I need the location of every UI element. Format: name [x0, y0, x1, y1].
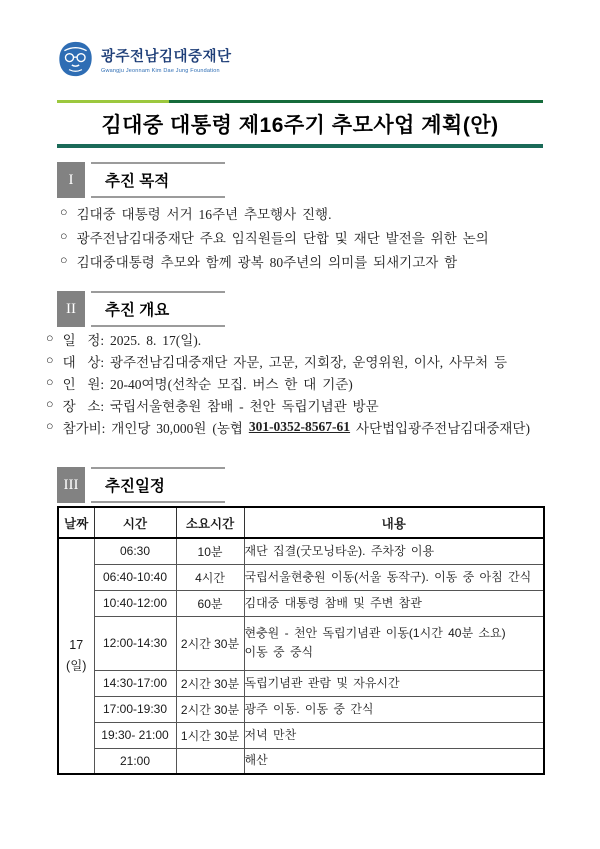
column-header-time: 시간 — [94, 507, 176, 538]
fee-text-prefix: 참가비: 개인당 30,000원 (농협 — [62, 421, 249, 436]
column-header-content: 내용 — [244, 507, 544, 538]
date-day: 17 — [69, 637, 84, 652]
title-rule-dark-green-segment — [169, 100, 543, 103]
purpose-item-text: 김대중대통령 추모와 함께 광복 80주년의 의미를 되새기고자 함 — [76, 255, 458, 270]
foundation-name: 광주전남김대중재단 — [101, 48, 232, 65]
time-cell: 06:40-10:40 — [94, 564, 176, 590]
schedule-header-row — [58, 507, 544, 538]
section-schedule-header — [57, 467, 225, 503]
title-top-rule — [57, 100, 543, 103]
circle-bullet-icon: ○ — [46, 419, 54, 433]
section-purpose-header — [57, 162, 225, 198]
title-rule-light-green-segment — [57, 100, 169, 103]
content-cell: 광주 이동. 이동 중 간식 — [244, 696, 544, 722]
time-cell: 10:40-12:00 — [94, 590, 176, 616]
circle-bullet-icon: ○ — [46, 331, 54, 345]
duration-cell: 1시간 30분 — [176, 722, 244, 748]
overview-item-text: 장 소: 국립서울현충원 참배 - 천안 독립기념관 방문 — [62, 399, 379, 414]
time-cell: 21:00 — [94, 748, 176, 774]
overview-list — [46, 328, 530, 438]
document-title: 김대중 대통령 제16주기 추모사업 계획(안) — [101, 114, 499, 137]
table-row — [58, 696, 544, 722]
section-numeral-box: II — [57, 291, 85, 327]
content-cell: 국립서울현충원 이동(서울 동작구). 이동 중 아침 간식 — [244, 564, 544, 590]
time-cell: 17:00-19:30 — [94, 696, 176, 722]
duration-cell: 2시간 30분 — [176, 616, 244, 670]
section-overview-title: 추진 개요 — [91, 291, 225, 327]
section-schedule-title: 추진일정 — [91, 467, 225, 503]
time-cell: 06:30 — [94, 538, 176, 564]
purpose-item — [60, 249, 489, 273]
section-numeral-box: III — [57, 467, 85, 503]
purpose-list — [60, 201, 489, 273]
column-header-date: 날짜 — [58, 507, 94, 538]
content-cell: 독립기념관 관람 및 자유시간 — [244, 670, 544, 696]
circle-bullet-icon: ○ — [46, 397, 54, 411]
content-cell: 저녁 만찬 — [244, 722, 544, 748]
table-row — [58, 538, 544, 564]
foundation-name-english: Gwangju Jeonnam Kim Dae Jung Foundation — [101, 67, 220, 74]
section-overview-header — [57, 291, 225, 327]
overview-item-fee — [46, 416, 530, 438]
duration-cell — [176, 748, 244, 774]
content-line-2: 이동 중 중식 — [244, 645, 314, 659]
content-cell — [244, 616, 544, 670]
table-row — [58, 616, 544, 670]
bank-account-number: 301-0352-8567-61 — [248, 419, 351, 434]
duration-cell: 2시간 30분 — [176, 670, 244, 696]
content-cell: 김대중 대통령 참배 및 주변 참관 — [244, 590, 544, 616]
duration-cell: 60분 — [176, 590, 244, 616]
circle-bullet-icon: ○ — [60, 253, 68, 267]
fee-text-suffix: 사단법입광주전남김대중재단) — [350, 421, 530, 436]
purpose-item-text: 광주전남김대중재단 주요 임직원들의 단합 및 재단 발전을 위한 논의 — [76, 231, 489, 246]
duration-cell: 2시간 30분 — [176, 696, 244, 722]
overview-item — [46, 394, 530, 416]
duration-cell: 10분 — [176, 538, 244, 564]
table-row — [58, 590, 544, 616]
circle-bullet-icon: ○ — [46, 353, 54, 367]
date-weekday: (일) — [66, 659, 87, 673]
overview-item-text: 일 정: 2025. 8. 17(일). — [62, 333, 202, 348]
time-cell: 19:30- 21:00 — [94, 722, 176, 748]
content-line-1: 현충원 - 천안 독립기념관 이동(1시간 40분 소요) — [244, 626, 506, 641]
circle-bullet-icon: ○ — [60, 229, 68, 243]
title-bottom-rule — [57, 144, 543, 148]
overview-item — [46, 372, 530, 394]
overview-item-text: 인 원: 20-40여명(선착순 모집. 버스 한 대 기준) — [62, 377, 353, 392]
kim-dae-jung-face-icon — [57, 40, 94, 78]
time-cell: 12:00-14:30 — [94, 616, 176, 670]
table-row — [58, 722, 544, 748]
overview-item-text: 대 상: 광주전남김대중재단 자문, 고문, 지회장, 운영위원, 이사, 사무처 등 — [62, 355, 508, 370]
purpose-item — [60, 225, 489, 249]
table-row — [58, 670, 544, 696]
content-cell: 해산 — [244, 748, 544, 774]
time-cell: 14:30-17:00 — [94, 670, 176, 696]
purpose-item — [60, 201, 489, 225]
foundation-logo — [57, 40, 232, 78]
table-row — [58, 748, 544, 774]
purpose-item-text: 김대중 대통령 서거 16주년 추모행사 진행. — [76, 207, 332, 222]
table-row — [58, 564, 544, 590]
date-cell — [58, 538, 94, 774]
schedule-table — [57, 506, 545, 775]
section-numeral-box: I — [57, 162, 85, 198]
title-block — [57, 100, 543, 148]
duration-cell: 4시간 — [176, 564, 244, 590]
column-header-duration: 소요시간 — [176, 507, 244, 538]
circle-bullet-icon: ○ — [46, 375, 54, 389]
circle-bullet-icon: ○ — [60, 205, 68, 219]
overview-item — [46, 328, 530, 350]
overview-item — [46, 350, 530, 372]
content-cell: 재단 집결(굿모닝타운). 주차장 이용 — [244, 538, 544, 564]
section-purpose-title: 추진 목적 — [91, 162, 225, 198]
